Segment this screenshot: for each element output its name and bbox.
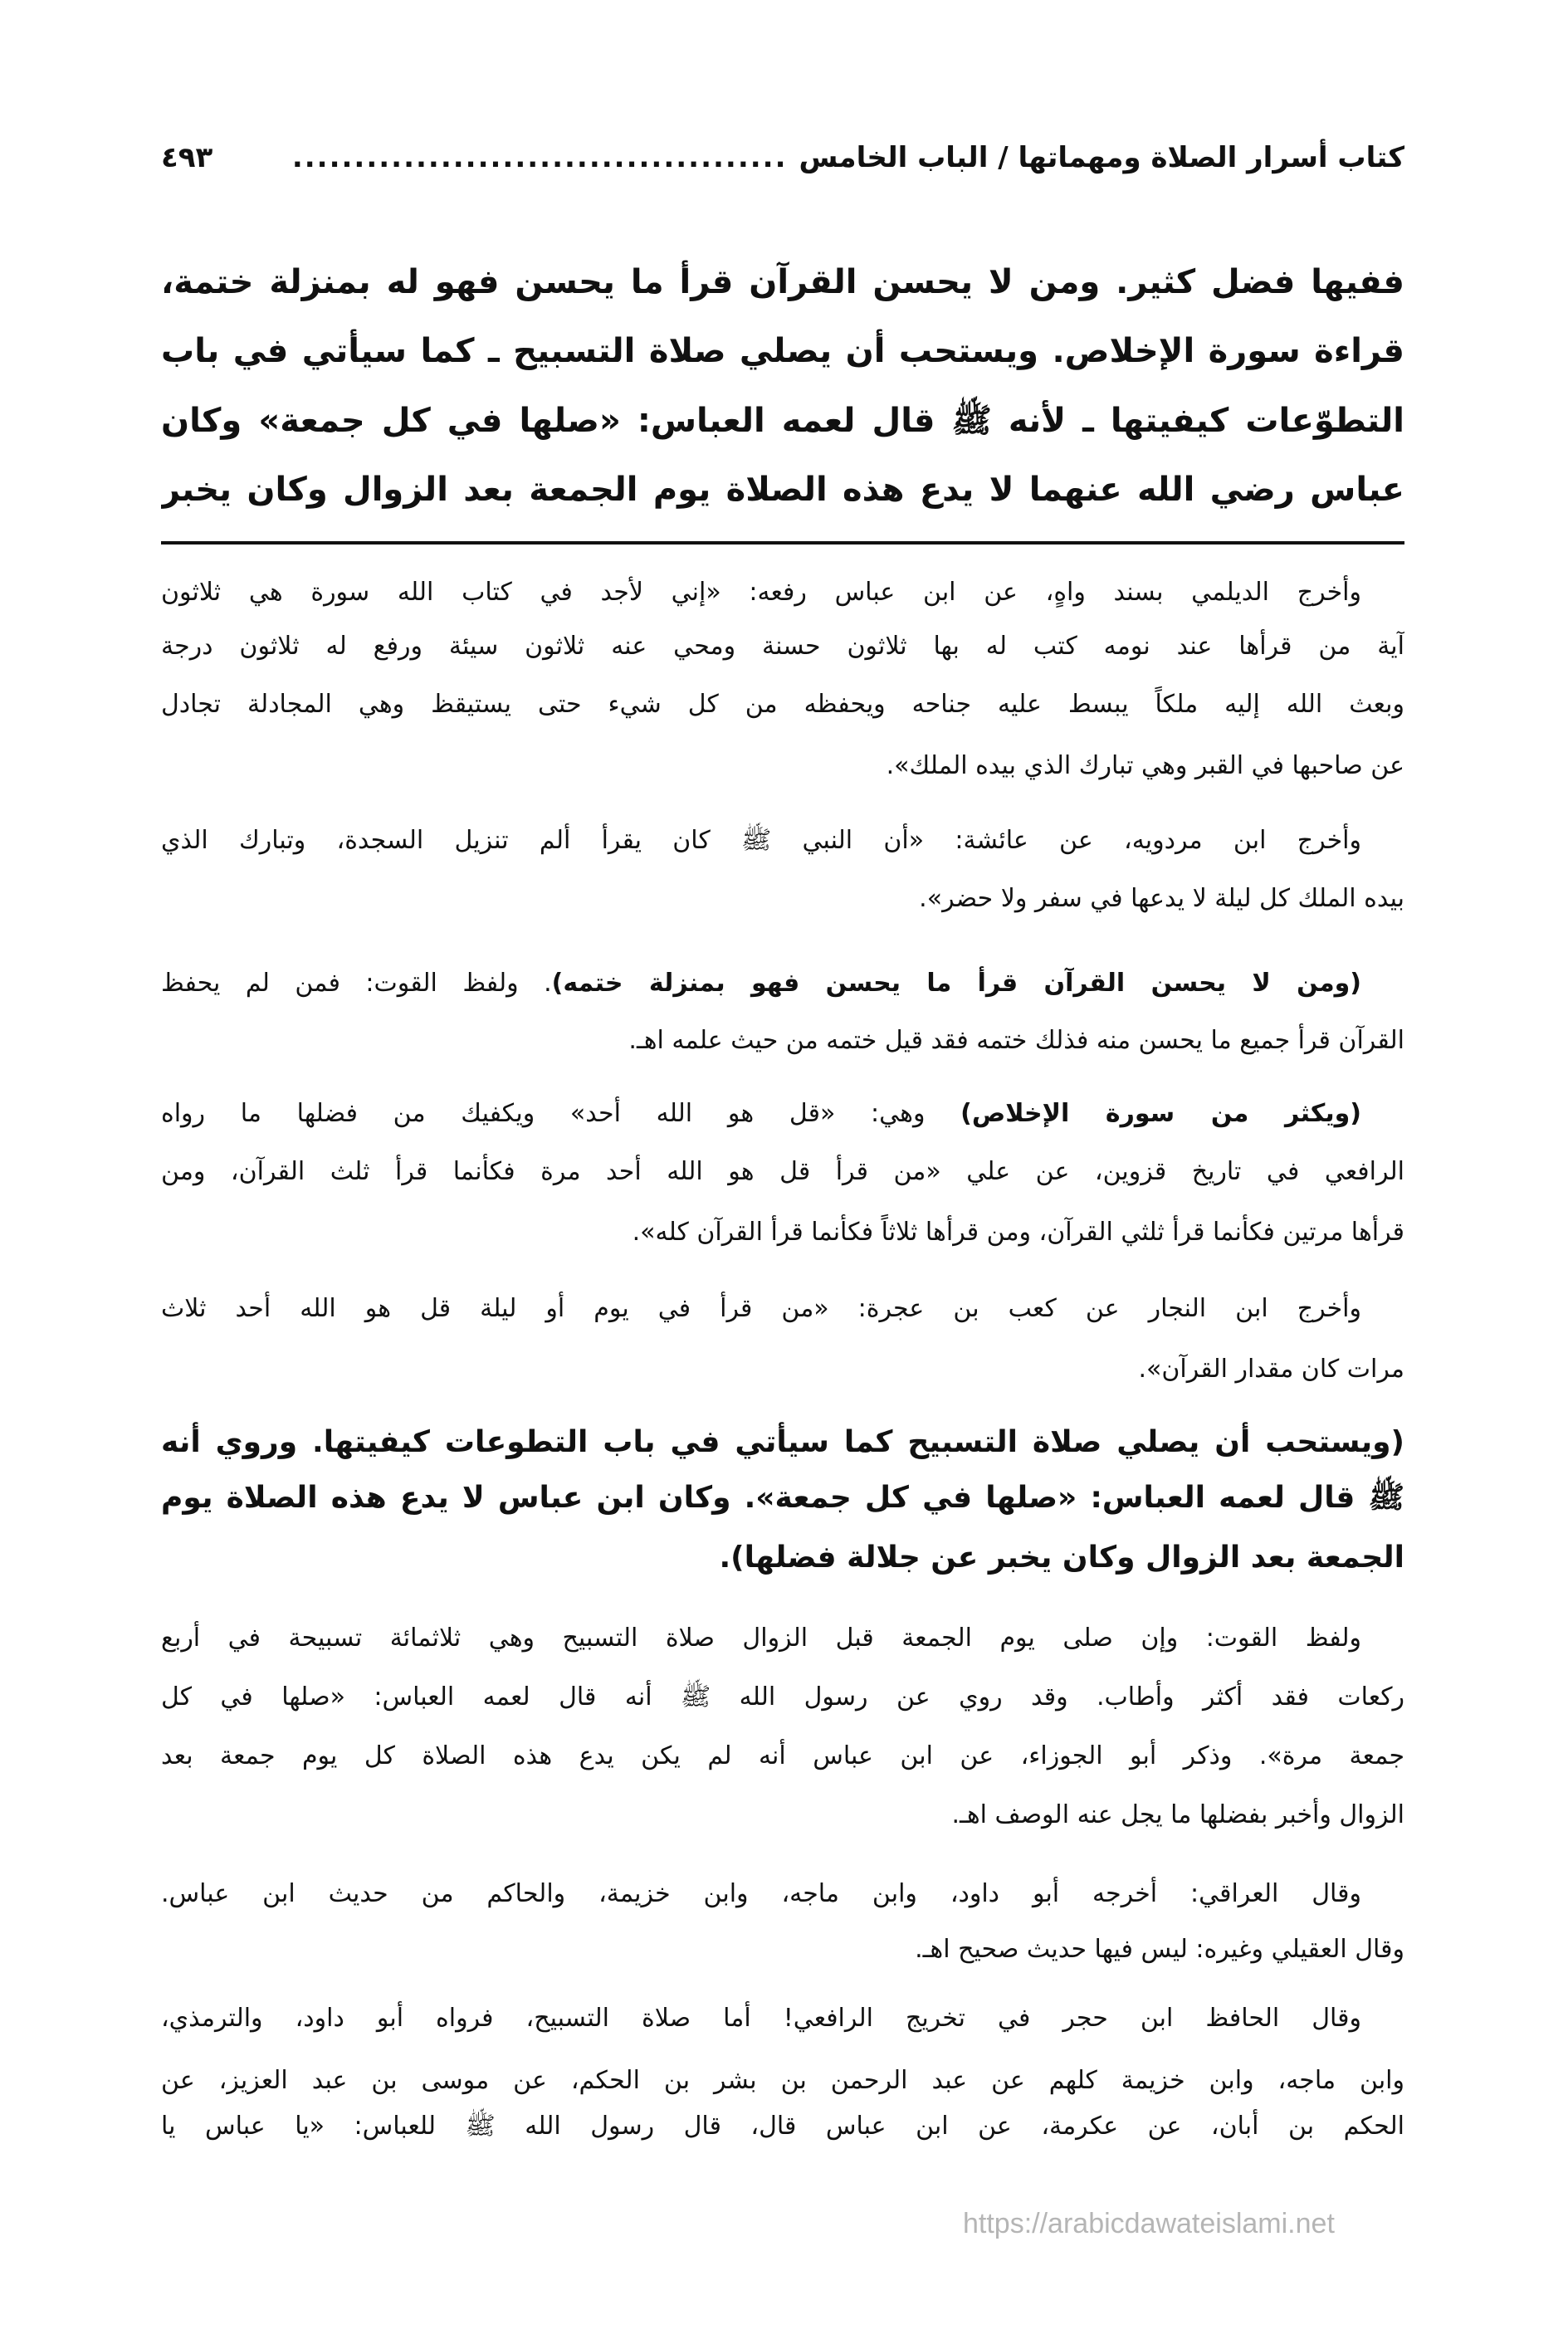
commentary-text: الزوال وأخبر بفضلها ما يجل عنه الوصف اهـ. xyxy=(951,1800,1404,1829)
commentary-text: ﷺ قال لعمه العباس: «صلها في كل جمعة». وكان ابن عباس لا يدع هذه الصلاة يوم xyxy=(161,1481,1404,1515)
commentary-text: وقال الحافظ ابن حجر في تخريج الرافعي! أما صلاة التسبيح، فرواه أبو داود، والترمذي، xyxy=(161,2004,1361,2033)
commentary-line xyxy=(161,1472,1404,1525)
commentary-text: آية من قرأها عند نومه كتب له بها ثلاثون حسنة ومحي عنه ثلاثون سيئة ورفع له ثلاثون درجة xyxy=(161,632,1404,661)
commentary-line xyxy=(161,1346,1404,1393)
commentary-text: وقال العقيلي وغيره: ليس فيها حديث صحيح اهـ. xyxy=(915,1935,1404,1964)
commentary-line xyxy=(161,1674,1404,1727)
commentary-text: وأخرج ابن النجار عن كعب بن عجرة: «من قرأ في يوم أو ليلة قل هو الله أحد ثلاث xyxy=(161,1294,1361,1323)
header-title: كتاب أسرار الصلاة ومهماتها / الباب الخامس xyxy=(799,141,1404,174)
commentary-line xyxy=(161,876,1404,922)
commentary-line xyxy=(161,1995,1404,2049)
main-text-line: ففيها فضل كثير. ومن لا يحسن القرآن قرأ ما يحسن فهو له بمنزلة ختمة، xyxy=(161,263,1404,301)
commentary-text: مرات كان مقدار القرآن». xyxy=(1138,1355,1404,1384)
commentary-line xyxy=(161,569,1404,623)
commentary-text: ولفظ القوت: وإن صلى يوم الجمعة قبل الزوال صلاة التسبيح وهي ثلاثمائة تسبيحة في أربع xyxy=(161,1624,1361,1653)
commentary-text: وهي: «قل هو الله أحد» ويكفيك من فضلها ما رواه xyxy=(161,1099,961,1128)
commentary-line xyxy=(161,1286,1404,1339)
commentary-line xyxy=(161,1926,1404,1973)
main-text-line: التطوّعات كيفيتها ـ لأنه ﷺ قال لعمه العباس: «صلها في كل جمعة» وكان xyxy=(161,402,1404,440)
commentary-line xyxy=(161,1149,1404,1202)
main-text-line: قراءة سورة الإخلاص. ويستحب أن يصلي صلاة التسبيح ـ كما سيأتي في باب xyxy=(161,332,1404,370)
footnote-divider xyxy=(161,541,1404,544)
commentary-text: القرآن قرأ جميع ما يحسن منه فذلك ختمه فقد قيل ختمه من حيث علمه اهـ. xyxy=(628,1026,1404,1055)
commentary-text: وقال العراقي: أخرجه أبو داود، وابن ماجه، وابن خزيمة، والحاكم من حديث ابن عباس. xyxy=(161,1879,1361,1908)
commentary-line xyxy=(161,743,1404,789)
watermark-url: https://arabicdawateislami.net xyxy=(963,2208,1335,2239)
commentary-text: وبعث الله إليه ملكاً يبسط عليه جناحه ويحفظه من كل شيء حتى يستيقظ وهي المجادلة تجادل xyxy=(161,690,1404,719)
commentary-text: وأخرج ابن مردويه، عن عائشة: «أن النبي ﷺ كان يقرأ ألم تنزيل السجدة، وتبارك الذي xyxy=(161,826,1361,855)
commentary-line xyxy=(161,1615,1404,1668)
commentary-text: . ولفظ القوت: فمن لم يحفظ xyxy=(161,969,552,998)
commentary-text: (ويستحب أن يصلي صلاة التسبيح كما سيأتي في باب التطوعات كيفيتها. وروي أنه xyxy=(161,1425,1404,1459)
quoted-matn: (ويكثر من سورة الإخلاص) xyxy=(960,1099,1361,1128)
commentary-line xyxy=(161,818,1404,871)
commentary-line xyxy=(161,2103,1404,2156)
commentary-line xyxy=(161,1209,1404,1256)
commentary-text: عن صاحبها في القبر وهي تبارك الذي بيده الملك». xyxy=(886,751,1404,780)
commentary-line xyxy=(161,1733,1404,1786)
commentary-text: الحكم بن أبان، عن عكرمة، عن ابن عباس قال، قال رسول الله ﷺ للعباس: «يا عباس يا xyxy=(161,2112,1404,2141)
commentary-text: الرافعي في تاريخ قزوين، عن علي «من قرأ قل هو الله أحد مرة فكأنما قرأ ثلث القرآن، ومن xyxy=(161,1157,1404,1186)
commentary-text: الجمعة بعد الزوال وكان يخبر عن جلالة فضلها). xyxy=(719,1541,1404,1575)
main-text-line: عباس رضي الله عنهما لا يدع هذه الصلاة يوم الجمعة بعد الزوال وكان يخبر xyxy=(161,471,1404,509)
commentary-line xyxy=(161,681,1404,735)
commentary-text: قرأها مرتين فكأنما قرأ ثلثي القرآن، ومن قرأها ثلاثاً فكأنما قرأ القرآن كله». xyxy=(632,1218,1404,1247)
quoted-matn: (ومن لا يحسن القرآن قرأ ما يحسن فهو بمنزلة ختمه) xyxy=(551,969,1361,998)
commentary-line xyxy=(161,1531,1404,1585)
commentary-text: وأخرج الديلمي بسند واهٍ، عن ابن عباس رفعه: «إني لأجد في كتاب الله سورة هي ثلاثون xyxy=(161,578,1361,607)
commentary-line xyxy=(161,1416,1404,1469)
commentary-line xyxy=(161,1018,1404,1064)
header-leader-dots: ........................................ xyxy=(291,141,788,174)
commentary-line xyxy=(161,960,1404,1013)
commentary-line xyxy=(161,1792,1404,1839)
commentary-line xyxy=(161,1871,1404,1924)
commentary-text: ركعات فقد أكثر وأطاب. وقد روي عن رسول الله ﷺ أنه قال لعمه العباس: «صلها في كل xyxy=(161,1682,1404,1712)
commentary-text: جمعة مرة». وذكر أبو الجوزاء، عن ابن عباس أنه لم يكن يدع هذه الصلاة كل يوم جمعة بعد xyxy=(161,1741,1404,1770)
page-number: ٤٩٣ xyxy=(161,141,213,174)
running-header xyxy=(161,133,1404,183)
commentary-text: وابن ماجه، وابن خزيمة كلهم عن عبد الرحمن بن بشر بن الحكم، عن موسى بن عبد العزيز، عن xyxy=(161,2066,1404,2095)
commentary-line xyxy=(161,1091,1404,1144)
commentary-line xyxy=(161,623,1404,676)
commentary-text: بيده الملك كل ليلة لا يدعها في سفر ولا حضر». xyxy=(919,884,1404,913)
